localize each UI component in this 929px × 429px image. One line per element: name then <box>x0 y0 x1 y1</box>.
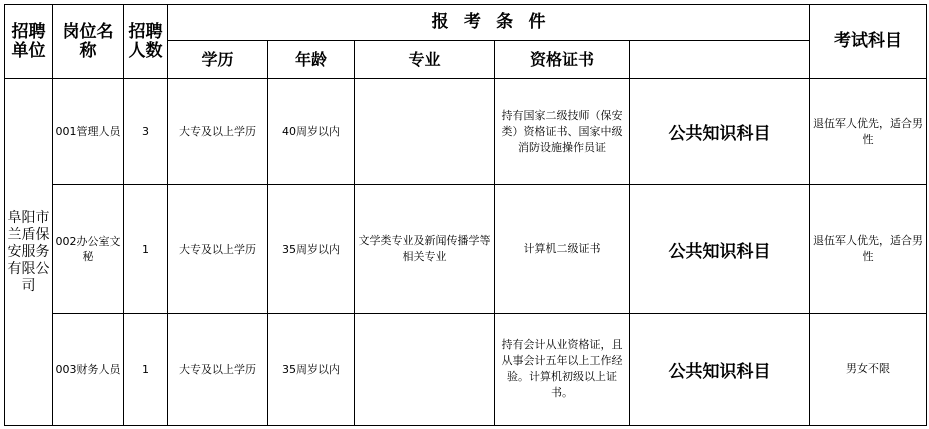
row-age: 40周岁以内 <box>268 79 355 185</box>
row-exam: 公共知识科目 <box>630 313 810 425</box>
header-education: 学历 <box>168 41 268 79</box>
row-education: 大专及以上学历 <box>168 313 268 425</box>
table-row <box>5 313 927 425</box>
table-row <box>5 185 927 313</box>
row-major: 文学类专业及新闻传播学等相关专业 <box>355 185 495 313</box>
row-position: 003财务人员 <box>53 313 124 425</box>
row-count: 3 <box>124 79 168 185</box>
row-position: 002办公室文秘 <box>53 185 124 313</box>
row-remarks: 退伍军人优先，适合男性 <box>810 79 927 185</box>
table-row <box>5 79 927 185</box>
header-exam: 考试科目 <box>810 5 927 79</box>
row-certificate: 持有会计从业资格证，且从事会计五年以上工作经验。计算机初级以上证书。 <box>495 313 630 425</box>
header-unit: 招聘单位 <box>5 5 53 79</box>
row-count: 1 <box>124 313 168 425</box>
unit-name: 阜阳市兰盾保安服务有限公司 <box>5 79 53 426</box>
recruitment-table <box>4 4 927 426</box>
header-conditions: 报考条件 <box>431 12 561 33</box>
row-exam: 公共知识科目 <box>630 185 810 313</box>
header-certificate: 资格证书 <box>495 41 630 79</box>
row-certificate: 持有国家二级技师（保安类）资格证书、国家中级消防设施操作员证 <box>495 79 630 185</box>
row-certificate: 计算机二级证书 <box>495 185 630 313</box>
header-age: 年龄 <box>268 41 355 79</box>
row-position: 001管理人员 <box>53 79 124 185</box>
header-position: 岗位名称 <box>53 5 124 79</box>
header-count: 招聘人数 <box>124 5 168 79</box>
row-education: 大专及以上学历 <box>168 79 268 185</box>
header-major: 专业 <box>355 41 495 79</box>
row-major <box>355 313 495 425</box>
row-age: 35周岁以内 <box>268 313 355 425</box>
row-remarks: 退伍军人优先，适合男性 <box>810 185 927 313</box>
row-count: 1 <box>124 185 168 313</box>
row-remarks: 男女不限 <box>810 313 927 425</box>
row-education: 大专及以上学历 <box>168 185 268 313</box>
row-age: 35周岁以内 <box>268 185 355 313</box>
row-exam: 公共知识科目 <box>630 79 810 185</box>
row-major <box>355 79 495 185</box>
